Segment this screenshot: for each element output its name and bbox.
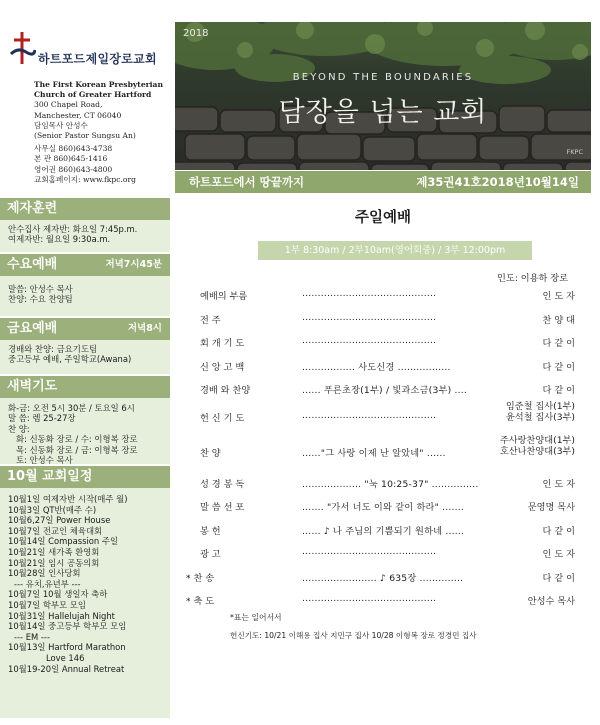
- order-person: 찬 양 대: [542, 314, 575, 326]
- banner-title-korean: 담장을 넘는 교회: [278, 97, 488, 128]
- address-line-2: Manchester, CT 06040: [34, 110, 122, 120]
- schedule-subheading: --- 유치,유년부 ---: [14, 578, 81, 589]
- order-label: 예배의 부름: [200, 291, 248, 302]
- schedule-item: 10월14일 Compassion 주일: [8, 536, 119, 547]
- schedule-item: 10월7일 전교인 체육대회: [8, 525, 103, 536]
- order-label: 전 주: [200, 314, 221, 326]
- order-detail: ...........................................: [302, 311, 437, 323]
- section-time: 저녁8시: [127, 323, 162, 334]
- order-person: 다 같 이: [542, 572, 575, 584]
- order-detail: ...... ♪ 나 주님의 기쁨되기 원하네 ......: [302, 525, 465, 537]
- order-person: 인 도 자: [542, 291, 575, 302]
- list-item: 말 씀: 렘 25-27장: [8, 413, 76, 424]
- schedule-item: 10월1일 여제자반 시작(매주 월): [8, 494, 128, 504]
- list-item: 중고등부 예배, 주일학교(Awana): [8, 354, 132, 365]
- list-item: 경배와 찬양: 금요기도팀: [8, 344, 98, 354]
- order-person: 안성수 목사: [527, 596, 575, 607]
- order-detail: ......"그 사랑 이제 난 알았네" ......: [302, 447, 446, 459]
- order-label: 헌 신 기 도: [200, 412, 245, 424]
- order-row-dedication-prayer: [200, 401, 575, 431]
- order-label: 경배 와 찬양: [200, 385, 251, 396]
- sidebar: [0, 0, 170, 725]
- schedule-item: 10월14일 중고등부 학부모 모임: [8, 621, 127, 632]
- order-detail: ...........................................: [302, 593, 437, 604]
- order-row-announcements: [200, 541, 575, 565]
- banner-credit: FKPC: [566, 148, 583, 156]
- order-detail: ........................ ♪ 635장 ..............: [302, 572, 464, 584]
- section-time: 저녁7시45분: [105, 259, 162, 270]
- order-detail: ...........................................: [302, 546, 437, 557]
- schedule-subheading: --- EM ---: [14, 631, 50, 642]
- order-row-scripture: [200, 471, 575, 495]
- order-row-choir: [200, 431, 575, 471]
- service-times: 1부 8:30am / 2부10am(영어회중) / 3부 12:00pm: [258, 241, 532, 260]
- order-detail: ...........................................: [302, 288, 437, 299]
- order-row-hymn: [186, 565, 575, 589]
- order-row-creed: [200, 354, 575, 378]
- order-row-praise: [200, 377, 575, 401]
- order-row-sermon: [200, 494, 575, 518]
- order-row-benediction: [186, 588, 575, 612]
- schedule-item: 10월7일 학부모 모임: [8, 599, 86, 610]
- order-label: 신 앙 고 백: [200, 361, 245, 373]
- banner-image: [175, 22, 591, 170]
- order-label: 봉 헌: [200, 525, 221, 537]
- order-row-prelude: [200, 307, 575, 331]
- section-header-october-schedule: [0, 466, 170, 488]
- church-motto: 하트포드에서 땅끝까지: [189, 175, 305, 189]
- section-body-dawn-prayer: [0, 398, 170, 464]
- schedule-item: Love 146: [46, 652, 85, 663]
- order-label: * 찬 송: [186, 572, 215, 584]
- info-bar: [175, 171, 591, 193]
- order-label: 찬 양: [200, 447, 221, 459]
- list-item: 찬 양:: [8, 423, 30, 434]
- schedule-item: 10월28일 인사당회: [8, 568, 81, 579]
- schedule-item: 10월21일 임시 공동의회: [8, 557, 100, 568]
- order-detail: ................... "눅 10:25-37" ...............: [302, 478, 479, 490]
- schedule-item: 10월3일 QT반(매주 수): [8, 504, 97, 515]
- schedule-item: 10월19-20일 Annual Retreat: [8, 663, 125, 674]
- section-title: 새벽기도: [7, 379, 58, 394]
- list-item: 말씀: 안성수 목사: [8, 284, 73, 294]
- section-header-disciple: [0, 198, 170, 220]
- schedule-item: 10월6,27일 Power House: [8, 515, 111, 526]
- schedule-item: 10월13일 Hartford Marathon: [8, 642, 126, 653]
- prayer-schedule: 헌신기도: 10/21 이해용 집사 지민구 집사 10/28 이형복 장로 정경민 집사: [230, 631, 477, 640]
- order-person: 다 같 이: [542, 338, 575, 349]
- worship-leader: 인도: 이용하 장로: [496, 273, 568, 284]
- order-row-call-to-worship: [200, 283, 575, 307]
- order-person: 문영명 목사: [527, 502, 575, 513]
- order-detail: ...........................................: [302, 409, 437, 421]
- order-label: 말 씀 선 포: [200, 502, 245, 513]
- banner-year: 2018: [183, 28, 209, 39]
- list-item: 찬양: 수요 찬양팀: [8, 294, 73, 305]
- schedule-item: 10월7일 10월 생일자 축하: [8, 589, 108, 600]
- church-info: [34, 80, 168, 185]
- list-item: 토: 안성수 목사: [16, 455, 73, 466]
- order-detail: ...........................................: [302, 335, 437, 346]
- order-person: 주사랑찬양대(1부) 호산나찬양대(3부): [499, 434, 575, 457]
- order-label: 광 고: [200, 549, 221, 560]
- church-name-english-2: Church of Greater Hartford: [34, 90, 152, 100]
- address-line-1: 300 Chapel Road,: [34, 100, 103, 110]
- church-logo-icon: [8, 30, 36, 66]
- schedule-item: 10월21일 새가족 환영회: [8, 546, 100, 557]
- senior-pastor-english: (Senior Pastor Sungsu An): [34, 131, 136, 141]
- worship-title: 주일예배: [354, 210, 412, 226]
- order-person: 임준철 집사(1부) 윤석철 집사(3부): [505, 400, 575, 423]
- section-title: 제자훈련: [7, 201, 58, 216]
- list-item: 안수집사 제자반: 화요일 7:45p.m.: [8, 224, 138, 234]
- section-header-friday: [0, 318, 170, 340]
- section-title: 수요예배: [7, 257, 58, 272]
- section-body-october-schedule: [0, 488, 170, 718]
- issue-date: 제35권41호2018년10월14일: [416, 175, 579, 189]
- main-building-phone: 본 관 860)645-1416: [34, 154, 108, 164]
- order-person: 다 같 이: [542, 525, 575, 537]
- list-item: 화: 신동화 장로 / 수: 이형복 장로: [16, 434, 138, 445]
- list-item: 화-금: 오전 5시 30분 / 토요일 6시: [8, 403, 135, 413]
- list-item: 여제자반: 월요일 9:30a.m.: [8, 234, 111, 245]
- church-logo: [8, 30, 168, 70]
- order-label: 성 경 봉 독: [200, 478, 245, 490]
- section-body-friday: [0, 340, 170, 374]
- church-website[interactable]: 교회홈페이지: www.fkpc.org: [34, 174, 136, 184]
- order-label: 회 개 기 도: [200, 338, 245, 349]
- order-detail: ...... 푸른초장(1부) / 빛과소금(3부) ....: [302, 385, 467, 396]
- order-person: 인 도 자: [542, 549, 575, 560]
- order-label: * 축 도: [186, 596, 215, 607]
- church-name-english-1: The First Korean Presbyterian: [34, 80, 163, 89]
- order-person: 다 같 이: [542, 385, 575, 396]
- order-person: 인 도 자: [542, 478, 575, 490]
- order-row-confession: [200, 330, 575, 354]
- church-name-korean: 하트포드제일장로교회: [38, 52, 157, 66]
- section-header-dawn-prayer: [0, 376, 170, 398]
- order-detail: ................. 사도신경 .................: [302, 361, 451, 373]
- office-phone: 사무실 860)643-4738: [34, 144, 113, 154]
- banner-title-english: BEYOND THE BOUNDARIES: [292, 72, 474, 83]
- standing-note: *표는 일어서서: [230, 613, 282, 622]
- section-body-wednesday: [0, 276, 170, 316]
- order-row-offering: [200, 518, 575, 542]
- schedule-item: 10월31일 Hallelujah Night: [8, 610, 115, 621]
- section-title: 10월 교회일정: [7, 469, 93, 484]
- order-person: 다 같 이: [542, 361, 575, 373]
- section-title: 금요예배: [7, 321, 58, 336]
- order-detail: ....... "가서 너도 이와 같이 하라" .......: [302, 502, 465, 513]
- section-body-disciple: [0, 220, 170, 252]
- english-ministry-phone: 영어권 860)643-4800: [34, 164, 113, 174]
- senior-pastor-korean: 담임목사 안성수: [34, 120, 88, 130]
- section-header-wednesday: [0, 254, 170, 276]
- order-of-worship: [186, 283, 575, 612]
- list-item: 목: 신동화 장로 / 금: 이형복 장로: [16, 444, 138, 455]
